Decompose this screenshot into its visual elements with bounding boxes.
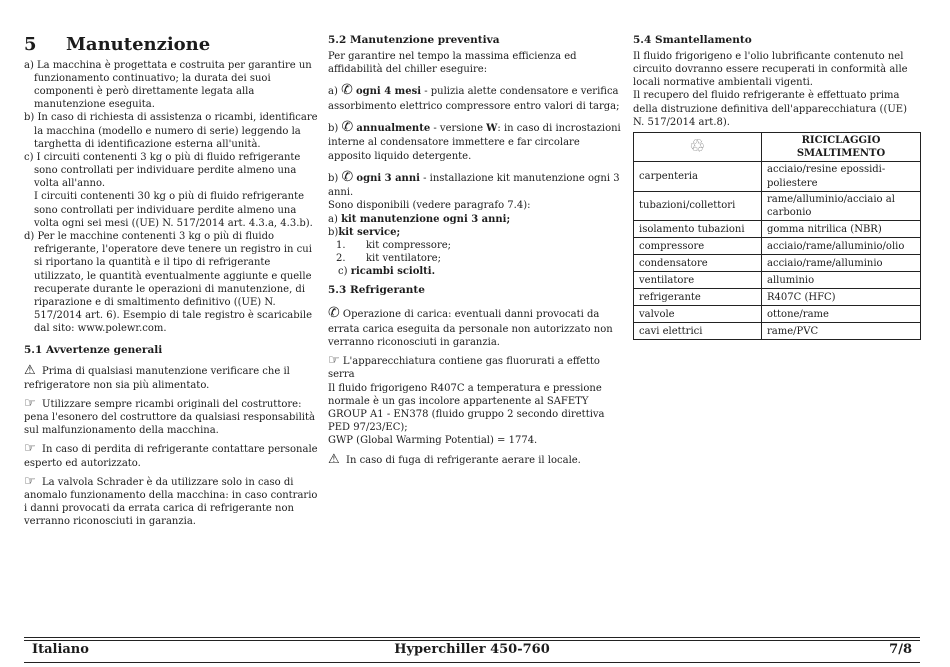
list-marker: b) — [328, 172, 339, 184]
refrigerant-description: Il fluido frigorigeno R407C a temperatura e pressione normale è un gas incolore appartenente al SAFETY GROUP A1 - EN378 (fluido gruppo 2 secondo direttiva PED 97/23/EC); — [328, 382, 605, 434]
list-marker: a) — [328, 86, 338, 98]
table-header-label: RICICLAGGIO SMALTIMENTO — [762, 132, 921, 161]
component-cell: condensatore — [634, 255, 762, 272]
list-marker: c) — [338, 266, 348, 278]
component-cell: valvole — [634, 306, 762, 323]
task-4-months — [328, 81, 624, 113]
task-interval: ogni 3 anni — [356, 172, 420, 184]
material-cell: ottone/rame — [762, 306, 921, 323]
kits-available: Sono disponibili (vedere paragrafo 7.4): — [328, 200, 531, 212]
section-title: Manutenzione preventiva — [350, 34, 500, 46]
charging-note — [328, 304, 624, 349]
paragraph-c-extra: I circuiti contenenti 30 kg o più di fluido refrigerante sono controllati per individuare perdite almeno una volta ogni sei mesi ((UE) N. 517/2014 art. 4.3.a, 4.3.b). — [34, 191, 313, 229]
table-row — [634, 162, 921, 191]
pointing-hand-icon: ☞ — [24, 441, 36, 457]
task-annual — [328, 118, 624, 163]
chapter-number: 5 — [24, 34, 37, 55]
note-original-parts — [24, 397, 320, 438]
chapter-heading — [24, 34, 320, 56]
task-3-years — [328, 168, 624, 200]
page-footer — [24, 637, 920, 663]
list-marker: b) — [328, 226, 339, 238]
charging-text: Operazione di carica: eventuali danni provocati da errata carica eseguita da personale non autorizzato non verranno riconosciuti in garanzia. — [328, 309, 613, 349]
section-heading-5-1 — [24, 344, 320, 358]
kit-name: kit manutenzione ogni 3 anni; — [341, 213, 511, 225]
phone-icon: ✆ — [341, 82, 353, 99]
table-header-icon-cell — [634, 132, 762, 161]
component-cell: refrigerante — [634, 289, 762, 306]
warning-icon: ⚠ — [24, 363, 36, 379]
kit-c — [328, 265, 624, 278]
task-version-label: - versione — [430, 122, 487, 134]
section-number: 5.1 — [24, 343, 43, 356]
footer-language: Italiano — [32, 642, 89, 658]
component-cell: ventilatore — [634, 272, 762, 289]
warning-icon: ⚠ — [328, 451, 340, 467]
section-number: 5.3 — [328, 283, 347, 296]
list-number: 2. — [336, 253, 346, 265]
leak-warning — [328, 453, 624, 467]
table-header-row — [634, 132, 921, 161]
paragraph-c: c) I circuiti contenenti 3 kg o più di fluido refrigerante sono controllati per individuare perdite almeno una volta all'anno. — [24, 151, 301, 190]
paragraph-d: d) Per le macchine contenenti 3 kg o più di fluido refrigerante, l'operatore deve tenere un registro in cui si riportano la quantità e il tipo di refrigerante utilizzato, le quantità eventualmente aggiunte e quelle recuperate durante le operazioni di manutenzione, di riparazione e di smaltimento definitivo ((UE) N. 517/2014 art. 6). Esempio di tale registro è scaricabile dal sito: www.polewr.com. — [24, 231, 312, 335]
footer-product: Hyperchiller 450-760 — [394, 642, 550, 658]
recycle-icon: ♲ — [689, 136, 706, 158]
task-version: W — [486, 122, 498, 134]
table-row — [634, 306, 921, 323]
intro-text: Per garantire nel tempo la massima efficienza ed affidabilità del chiller eseguire: — [328, 50, 577, 76]
note-schrader-valve — [24, 475, 320, 529]
component-cell: tubazioni/collettori — [634, 191, 762, 220]
section-number: 5.2 — [328, 34, 347, 46]
list-number: 1. — [336, 239, 346, 251]
section-heading-5-4 — [633, 34, 921, 48]
material-cell: rame/PVC — [762, 323, 921, 340]
note-text: In caso di perdita di refrigerante contattare personale esperto ed autorizzato. — [24, 444, 318, 469]
table-row — [634, 255, 921, 272]
material-cell: R407C (HFC) — [762, 289, 921, 306]
section-heading-5-2 — [328, 34, 624, 48]
phone-icon: ✆ — [341, 118, 354, 135]
dismantling-text-1: Il fluido frigorigeno e l'olio lubrificante contenuto nel circuito dovranno essere recuperati in conformità alle locali normative ambientali vigenti. — [633, 50, 908, 89]
section-title: Avvertenze generali — [46, 343, 163, 356]
section-title: Smantellamento — [655, 34, 752, 46]
column-right — [633, 34, 921, 340]
task-interval: ogni 4 mesi — [355, 86, 422, 98]
kit-item: kit ventilatore; — [366, 253, 441, 265]
pointing-hand-icon: ☞ — [24, 395, 36, 411]
component-cell: cavi elettrici — [634, 323, 762, 340]
pointing-hand-icon: ☞ — [328, 353, 340, 369]
footer-page-number: 7/8 — [889, 642, 912, 658]
table-row — [634, 238, 921, 255]
note-text: L'apparecchiatura contiene gas fluorurati a effetto serra — [328, 356, 600, 381]
kit-b-2 — [328, 252, 624, 265]
note-text: La valvola Schrader è da utilizzare solo in caso di anomalo funzionamento della macchina: in caso contrario i danni provocati da errata carica di refrigerante non verranno riconosciuti in garanzia. — [24, 476, 318, 528]
section-number: 5.4 — [633, 34, 652, 46]
chapter-title: Manutenzione — [66, 34, 211, 55]
note-text: Utilizzare sempre ricambi originali del costruttore: pena l'esonero del costruttore da qualsiasi responsabilità sul malfunzionamento della macchina. — [24, 398, 315, 437]
material-cell: acciaio/rame/alluminio/olio — [762, 238, 921, 255]
fluorinated-gas-note — [328, 354, 624, 381]
section-heading-5-3 — [328, 284, 624, 298]
component-cell: carpenteria — [634, 162, 762, 191]
material-cell: rame/alluminio/acciaio al carbonio — [762, 191, 921, 220]
pointing-hand-icon: ☞ — [24, 473, 36, 489]
table-body — [634, 162, 921, 340]
kit-b — [328, 226, 624, 239]
table-row — [634, 289, 921, 306]
paragraph-a: a) La macchina è progettata e costruita per garantire un funzionamento continuativo; la durata dei suoi componenti è però direttamente legata alla manutenzione eseguita. — [24, 59, 312, 111]
phone-icon: ✆ — [328, 305, 340, 322]
dismantling-text-2: Il recupero del fluido refrigerante è effettuato prima della distruzione definitiva dell'apparecchiatura ((UE) N. 517/2014 art.8). — [633, 90, 907, 128]
component-cell: compressore — [634, 238, 762, 255]
note-refrigerant-leak — [24, 442, 320, 469]
kit-b-1 — [328, 239, 624, 252]
kit-a — [328, 213, 624, 226]
task-description: - pulizia alette condensatore e verifica assorbimento elettrico compressore entro valori di targa; — [328, 86, 620, 112]
list-marker: b) — [328, 122, 339, 134]
table-row — [634, 323, 921, 340]
task-interval: annualmente — [356, 122, 431, 134]
kit-name: kit service; — [338, 226, 401, 238]
list-marker: a) — [328, 213, 338, 225]
kit-name: ricambi sciolti. — [350, 266, 436, 278]
column-middle — [328, 34, 624, 467]
section-title: Refrigerante — [350, 283, 425, 296]
table-row — [634, 272, 921, 289]
column-left — [24, 34, 320, 528]
warning-note — [24, 364, 320, 391]
recycling-table — [633, 132, 921, 340]
material-cell: acciaio/rame/alluminio — [762, 255, 921, 272]
task-description: : in caso di incrostazioni interne al condensatore immettere e far circolare apposito liquido detergente. — [328, 122, 621, 162]
table-row — [634, 191, 921, 220]
material-cell: gomma nitrilica (NBR) — [762, 221, 921, 238]
component-cell: isolamento tubazioni — [634, 221, 762, 238]
warning-text: Prima di qualsiasi manutenzione verificare che il refrigeratore non sia più alimentato. — [24, 366, 290, 391]
kit-item: kit compressore; — [366, 239, 452, 251]
gwp-value: GWP (Global Warming Potential) = 1774. — [328, 435, 538, 447]
task-description: - installazione kit manutenzione ogni 3 anni. — [328, 172, 620, 199]
table-row — [634, 221, 921, 238]
material-cell: alluminio — [762, 272, 921, 289]
warning-text: In caso di fuga di refrigerante aerare il locale. — [346, 454, 581, 466]
paragraph-b: b) In caso di richiesta di assistenza o ricambi, identificare la macchina (modello e numero di serie) leggendo la targhetta di identificazione esterna all'unità. — [24, 112, 318, 150]
material-cell: acciaio/resine epossidi-poliestere — [762, 162, 921, 191]
phone-icon: ✆ — [341, 168, 354, 185]
